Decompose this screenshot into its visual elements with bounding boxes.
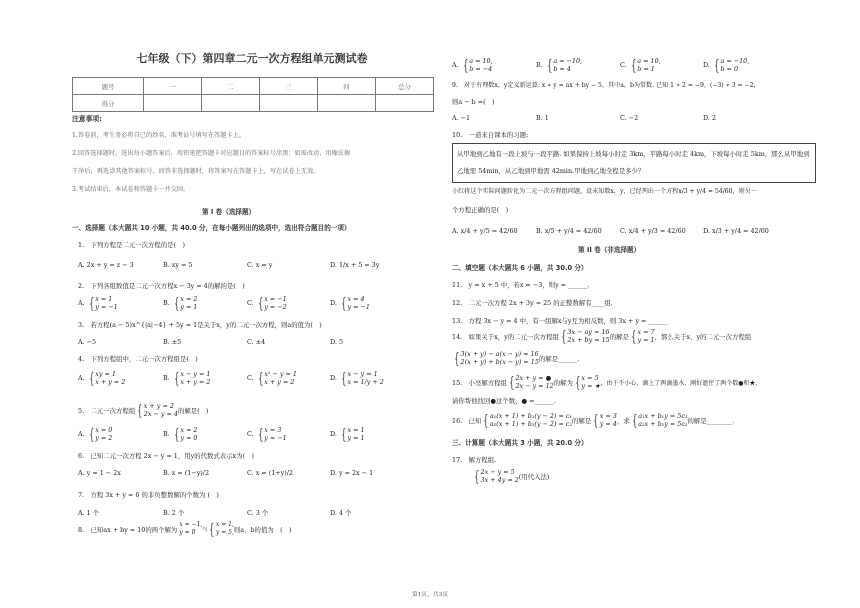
q7-option-c[interactable]: C. 3 个 xyxy=(247,509,269,517)
q4-option-d[interactable]: D. { x − y = 1 x = 1/y + 2 xyxy=(330,368,384,387)
q4-option-b[interactable]: B. { x − y = 1 x + y = 2 xyxy=(163,368,211,387)
q15-post: ，由于不小心，滴上了两滴墨水，刚好遮住了两个数●和★， xyxy=(600,379,762,387)
header-cell: 三 xyxy=(260,78,318,95)
score-cell[interactable] xyxy=(202,95,260,112)
q9-option-b[interactable]: B. 1 xyxy=(536,114,549,122)
q16-mid: 的解是 xyxy=(572,416,592,425)
eq: x + y = 2 xyxy=(180,378,211,386)
eq: y = 2 xyxy=(95,434,113,442)
q14-mid: 的解是 xyxy=(609,332,629,341)
header-cell: 四 xyxy=(318,78,376,95)
q10-option-a[interactable]: A. x/4 + y/5 = 42/60 xyxy=(452,227,518,235)
eq: y = 1 xyxy=(347,434,365,442)
eq: 2x − y = 4 xyxy=(143,410,178,418)
section-fill-heading: 二、填空题（本大题共 6 小题，共 30.0 分） xyxy=(452,264,588,272)
eq: x − y = 1 xyxy=(180,370,211,378)
eq: x = 1, xyxy=(215,521,234,528)
eq: a = −10, xyxy=(553,57,583,65)
eq: x² − y = 1 xyxy=(264,370,297,378)
question-10-line2: 个方程正确的是( ) xyxy=(452,206,509,214)
eq: x + y = 2 xyxy=(95,378,126,386)
row-label-cell: 得分 xyxy=(73,95,144,112)
q3-option-b[interactable]: B. ±5 xyxy=(163,338,182,346)
eq: y = 1 xyxy=(180,303,198,311)
q9-option-c[interactable]: C. −2 xyxy=(620,114,639,122)
notes-heading: 注意事项: xyxy=(72,115,102,123)
eq: x + y = 2 xyxy=(264,378,295,386)
q5-stem-post: 的解是( ) xyxy=(177,406,209,415)
header-cell: 二 xyxy=(202,78,260,95)
question-9: 9. 对于有理数x，y定义新运算: x ∗ y = ax + by − 5，其中a，b为常数. 已知 1 ∗ 2 = −9，(−3) ∗ 3 = −2， xyxy=(452,82,760,89)
q3-option-c[interactable]: C. ±4 xyxy=(247,338,266,346)
question-9-line2: 则a − b =( ) xyxy=(452,98,495,106)
eq: x = 1 xyxy=(95,295,113,303)
page-title: 七年级（下）第四章二元一次方程组单元测试卷 xyxy=(136,52,368,65)
question-16: 16. 已知 { a₁(x + 1) + b₁(y − 2) = c₁ a₂(x + 1) + b₂(y − 2) = c₂ 的解是 { x = 3 y = 4 ，求 { a₁x + b₁y = 5c₁ a₂x + b₂y = 5c₂ 的解是________. xyxy=(452,410,735,429)
q10-problem-box: 从甲地到乙地有一段上坡与一段平路. 如果保持上坡每小时走 3km，平路每小时走 4km，下坡每小时走 5km，那么从甲地到乙地需 54min，从乙地到甲地需 42min.甲地到乙地全程是多少？ xyxy=(452,143,816,183)
note-line: 2.回答选择题时，选出每小题答案后，用铅笔把答题卡对应题目的答案标号涂黑；如需改动，用橡皮擦 xyxy=(72,150,351,157)
q6-option-d[interactable]: D. y = 2x − 1 xyxy=(330,469,374,477)
score-cell[interactable] xyxy=(144,95,202,112)
q10-option-d[interactable]: D. x/3 + y/4 = 42/60 xyxy=(703,227,769,235)
question-2: 2. 下列各组数值是二元一次方程x − 3y = 4的解的是( ) xyxy=(78,282,245,290)
eq: 2x − y = 12 xyxy=(515,382,554,390)
eq: x − y = 1 xyxy=(347,370,378,378)
q1-option-c[interactable]: C. x = y xyxy=(247,261,273,269)
q16-mid2: ，求 xyxy=(616,416,630,425)
eq: y = ★ xyxy=(581,382,601,390)
eq: b = −4 xyxy=(469,65,493,73)
eq: x = 0 xyxy=(95,426,113,434)
score-table xyxy=(72,77,434,112)
q5-option-d[interactable]: D. { x = 1 y = 1 xyxy=(330,424,365,443)
q7-option-b[interactable]: B. 2 个 xyxy=(163,509,185,517)
q14-pre: 14. 如果关于x，y的二元一次方程组 xyxy=(452,332,559,341)
eq: x = 7 xyxy=(637,328,655,336)
eq: a = 10, xyxy=(469,57,493,65)
eq: y = 4 xyxy=(599,420,617,428)
q10-option-b[interactable]: B. x/5 + y/4 = 42/60 xyxy=(536,227,602,235)
eq: y = 0 xyxy=(180,434,198,442)
q5-option-a[interactable]: A. { x = 0 y = 2 xyxy=(78,424,113,443)
q16-post: 的解是________. xyxy=(687,416,735,425)
q8-option-b[interactable]: B. { a = −10, b = 4 xyxy=(536,55,583,74)
eq: 3(x + y) − a(x − y) = 16 xyxy=(460,350,539,358)
part2-title: 第 II 卷（非选择题） xyxy=(578,246,641,254)
q1-option-a[interactable]: A. 2x + y = z − 3 xyxy=(78,261,134,269)
question-10-line1: 小红将这个实际问题转化为二元一次方程组问题，设未知数x，y，已经列出一个方程x/3 + y/4 = 54/60，则另一 xyxy=(452,188,757,195)
q16-pre: 16. 已知 xyxy=(452,416,482,425)
q3-option-a[interactable]: A. −5 xyxy=(78,338,97,346)
eq: xy = 1 xyxy=(95,370,116,378)
note-line: 1.答卷前，考生务必将自己的姓名、准考证号填写在答题卡上。 xyxy=(72,132,245,139)
eq: a₂x + b₂y = 5c₂ xyxy=(638,420,688,428)
eq: x = −1, xyxy=(179,521,203,528)
q15-mid: 的解为 xyxy=(553,378,573,387)
eq: x = 1 xyxy=(347,426,365,434)
eq: a = −10, xyxy=(720,57,750,65)
question-1: 1. 下列方程是二元一次方程的是( ) xyxy=(78,241,185,249)
question-14: 14. 如果关于x，y的二元一次方程组 { 3x − ay = 16 2x + by = 15 的解是 { x = 7 y = 1 ，那么关于x，y的二元一次方程组 xyxy=(452,326,752,345)
header-cell: 总分 xyxy=(376,78,434,95)
q3-option-d[interactable]: D. 5 xyxy=(330,338,344,346)
score-cell[interactable] xyxy=(376,95,434,112)
eq: b = 1 xyxy=(637,65,655,73)
q8-option-a[interactable]: A. { a = 10, b = −4 xyxy=(452,55,493,74)
q10-option-c[interactable]: C. x/4 + y/3 = 42/60 xyxy=(620,227,686,235)
q8-stem-pre: 8. 已知ax + by = 10的两个解为 xyxy=(78,525,178,534)
question-4: 4. 下列方程组中，二元一次方程组是( ) xyxy=(78,355,198,363)
q6-option-b[interactable]: B. x = (1−y)/2 xyxy=(163,469,210,477)
question-10: 10. 一道来自课本的习题: xyxy=(452,131,529,139)
eq: 2x + by = 15 xyxy=(567,336,610,344)
question-5: 5. 二元一次方程组 { x + y = 2 2x − y = 4 的解是( ) xyxy=(78,400,209,419)
question-14-part2: { 3(x + y) − a(x − y) = 16 2(x + y) + b(x − y) = 15 的解是______. xyxy=(454,348,580,367)
question-3: 3. 若方程(a − 5)x^{|a|−4} + 5y = 1是关于x，y的二元一次方程，则a的值为( ) xyxy=(78,321,322,329)
eq: 2x − y = 5 xyxy=(480,468,515,476)
question-11: 11. y = x + 5 中，若x = −3，则y = ______. xyxy=(452,281,590,289)
eq: y = −1 xyxy=(347,303,370,311)
eq: y = 1 xyxy=(637,336,655,344)
q8-stem-post: 则a，b的值为 ( ) xyxy=(233,525,292,534)
eq: x = 1/y + 2 xyxy=(347,378,384,386)
q5-option-b[interactable]: B. { x = 2 y = 0 xyxy=(163,424,198,443)
eq: y = −1 xyxy=(264,434,287,442)
page-footer: 第1页，共3页 xyxy=(411,592,449,598)
q8-option-c[interactable]: C. { a = 10, b = 1 xyxy=(620,55,661,74)
q5-option-c[interactable]: C. { x = 3 y = −1 xyxy=(247,424,287,443)
q17-note: (用代入法) xyxy=(518,472,550,481)
eq: a₁(x + 1) + b₁(y − 2) = c₁ xyxy=(489,412,573,420)
score-table-header-row xyxy=(73,78,434,95)
q8-mid: 与 xyxy=(202,526,208,533)
eq: y = 0 xyxy=(179,529,196,536)
question-17: 17. 解方程组. xyxy=(452,456,497,464)
q4-option-a[interactable]: A. { xy = 1 x + y = 2 xyxy=(78,368,126,387)
question-6: 6. 已知二元一次方程 2x − y = 1，用y的代数式表示x为( ) xyxy=(78,452,254,460)
q4-option-c[interactable]: C. { x² − y = 1 x + y = 2 xyxy=(247,368,297,387)
q6-option-a[interactable]: A. y = 1 − 2x xyxy=(78,469,121,477)
q9-option-d[interactable]: D. 2 xyxy=(703,114,717,122)
section-choice-heading: 一、选择题（本大题共 10 小题，共 40.0 分，在每小题列出的选项中，选出符合题目的一项） xyxy=(72,224,351,232)
eq: y = 5, xyxy=(215,529,234,536)
eq: x + y = 2 xyxy=(143,402,174,410)
question-15-line2: 请你帮他找回●这个数，● =______. xyxy=(452,397,556,405)
eq: a₁x + b₁y = 5c₁ xyxy=(638,412,688,420)
eq: 2x + y = ● xyxy=(515,374,552,382)
eq: 2(x + y) + b(x − y) = 15 xyxy=(460,358,539,366)
eq: x = 2 xyxy=(180,426,198,434)
q14-post2: 的解是______. xyxy=(538,354,580,363)
eq: x = 2 xyxy=(180,295,198,303)
eq: 3x − ay = 16 xyxy=(567,328,610,336)
q9-option-a[interactable]: A. −1 xyxy=(452,114,471,122)
eq: x = 5 xyxy=(581,374,599,382)
part1-title: 第 I 卷（选择题） xyxy=(202,208,256,216)
eq: x = 4 xyxy=(347,295,365,303)
question-7: 7. 方程 3x + y = 6 的非负整数解的个数为 ( ) xyxy=(78,491,219,499)
question-8: 8. 已知ax + by = 10的两个解为 x = −1, y = 0 与 { x = 1, y = 5, 则a，b的值为 ( ) xyxy=(78,519,292,538)
q7-option-a[interactable]: A. 1 个 xyxy=(78,509,100,517)
q1-option-d[interactable]: D. 1/x + 5 = 3y xyxy=(330,261,380,269)
eq: y = −1 xyxy=(95,303,118,311)
eq: a₂(x + 1) + b₂(y − 2) = c₂ xyxy=(489,420,573,428)
score-cell[interactable] xyxy=(260,95,318,112)
eq: x = −1 xyxy=(264,295,287,303)
header-cell: 一 xyxy=(144,78,202,95)
q5-stem-pre: 5. 二元一次方程组 xyxy=(78,406,136,415)
eq: 3x + 4y = 2 xyxy=(480,476,519,484)
note-line: 3.考试结束后，本试卷和答题卡一并交回。 xyxy=(72,186,190,193)
q2-option-c[interactable]: C. { x = −1 y = −2 xyxy=(247,293,287,312)
header-cell: 题号 xyxy=(73,78,144,95)
q14-post: ，那么关于x，y的二元一次方程组 xyxy=(654,332,752,341)
q1-option-b[interactable]: B. xy = 5 xyxy=(163,261,193,269)
question-15: 15. 小亮解方程组 { 2x + y = ● 2x − y = 12 的解为 { x = 5 y = ★ ，由于不小心，滴上了两滴墨水，刚好遮住了两个数●和★， xyxy=(452,372,762,391)
section-calc-heading: 三、计算题（本大题共 3 小题，共 20.0 分） xyxy=(452,439,588,447)
question-12: 12. 二元一次方程 2x + 3y = 25 的正整数解有____组. xyxy=(452,299,613,307)
q17-system: { 2x − y = 5 3x + 4y = 2 (用代入法) xyxy=(474,466,550,485)
q2-option-d[interactable]: D. { x = 4 y = −1 xyxy=(330,293,370,312)
question-13: 13. 方程 3x − y = 4 中，有一组解x与y互为相反数，则 3x + y = ______ xyxy=(452,317,668,325)
eq: x = 3 xyxy=(264,426,282,434)
eq: b = 0 xyxy=(720,65,739,73)
eq: x = 3 xyxy=(599,412,617,420)
q8-option-d[interactable]: D. { a = −10, b = 0 xyxy=(703,55,750,74)
q6-option-c[interactable]: C. x = (1+y)/2 xyxy=(247,469,293,477)
eq: b = 4 xyxy=(553,65,571,73)
eq: y = −2 xyxy=(264,303,287,311)
note-line: 干净后，再选涂其他答案标号。回答非选择题时，将答案写在答题卡上，写在试卷上无效。 xyxy=(72,168,320,175)
score-cell[interactable] xyxy=(318,95,376,112)
score-table-score-row xyxy=(73,95,434,112)
eq: a = 10, xyxy=(637,57,661,65)
q2-option-b[interactable]: B. { x = 2 y = 1 xyxy=(163,293,198,312)
q2-option-a[interactable]: A. { x = 1 y = −1 xyxy=(78,293,118,312)
q7-option-d[interactable]: D. 4 个 xyxy=(330,509,352,517)
q15-pre: 15. 小亮解方程组 xyxy=(452,378,507,387)
